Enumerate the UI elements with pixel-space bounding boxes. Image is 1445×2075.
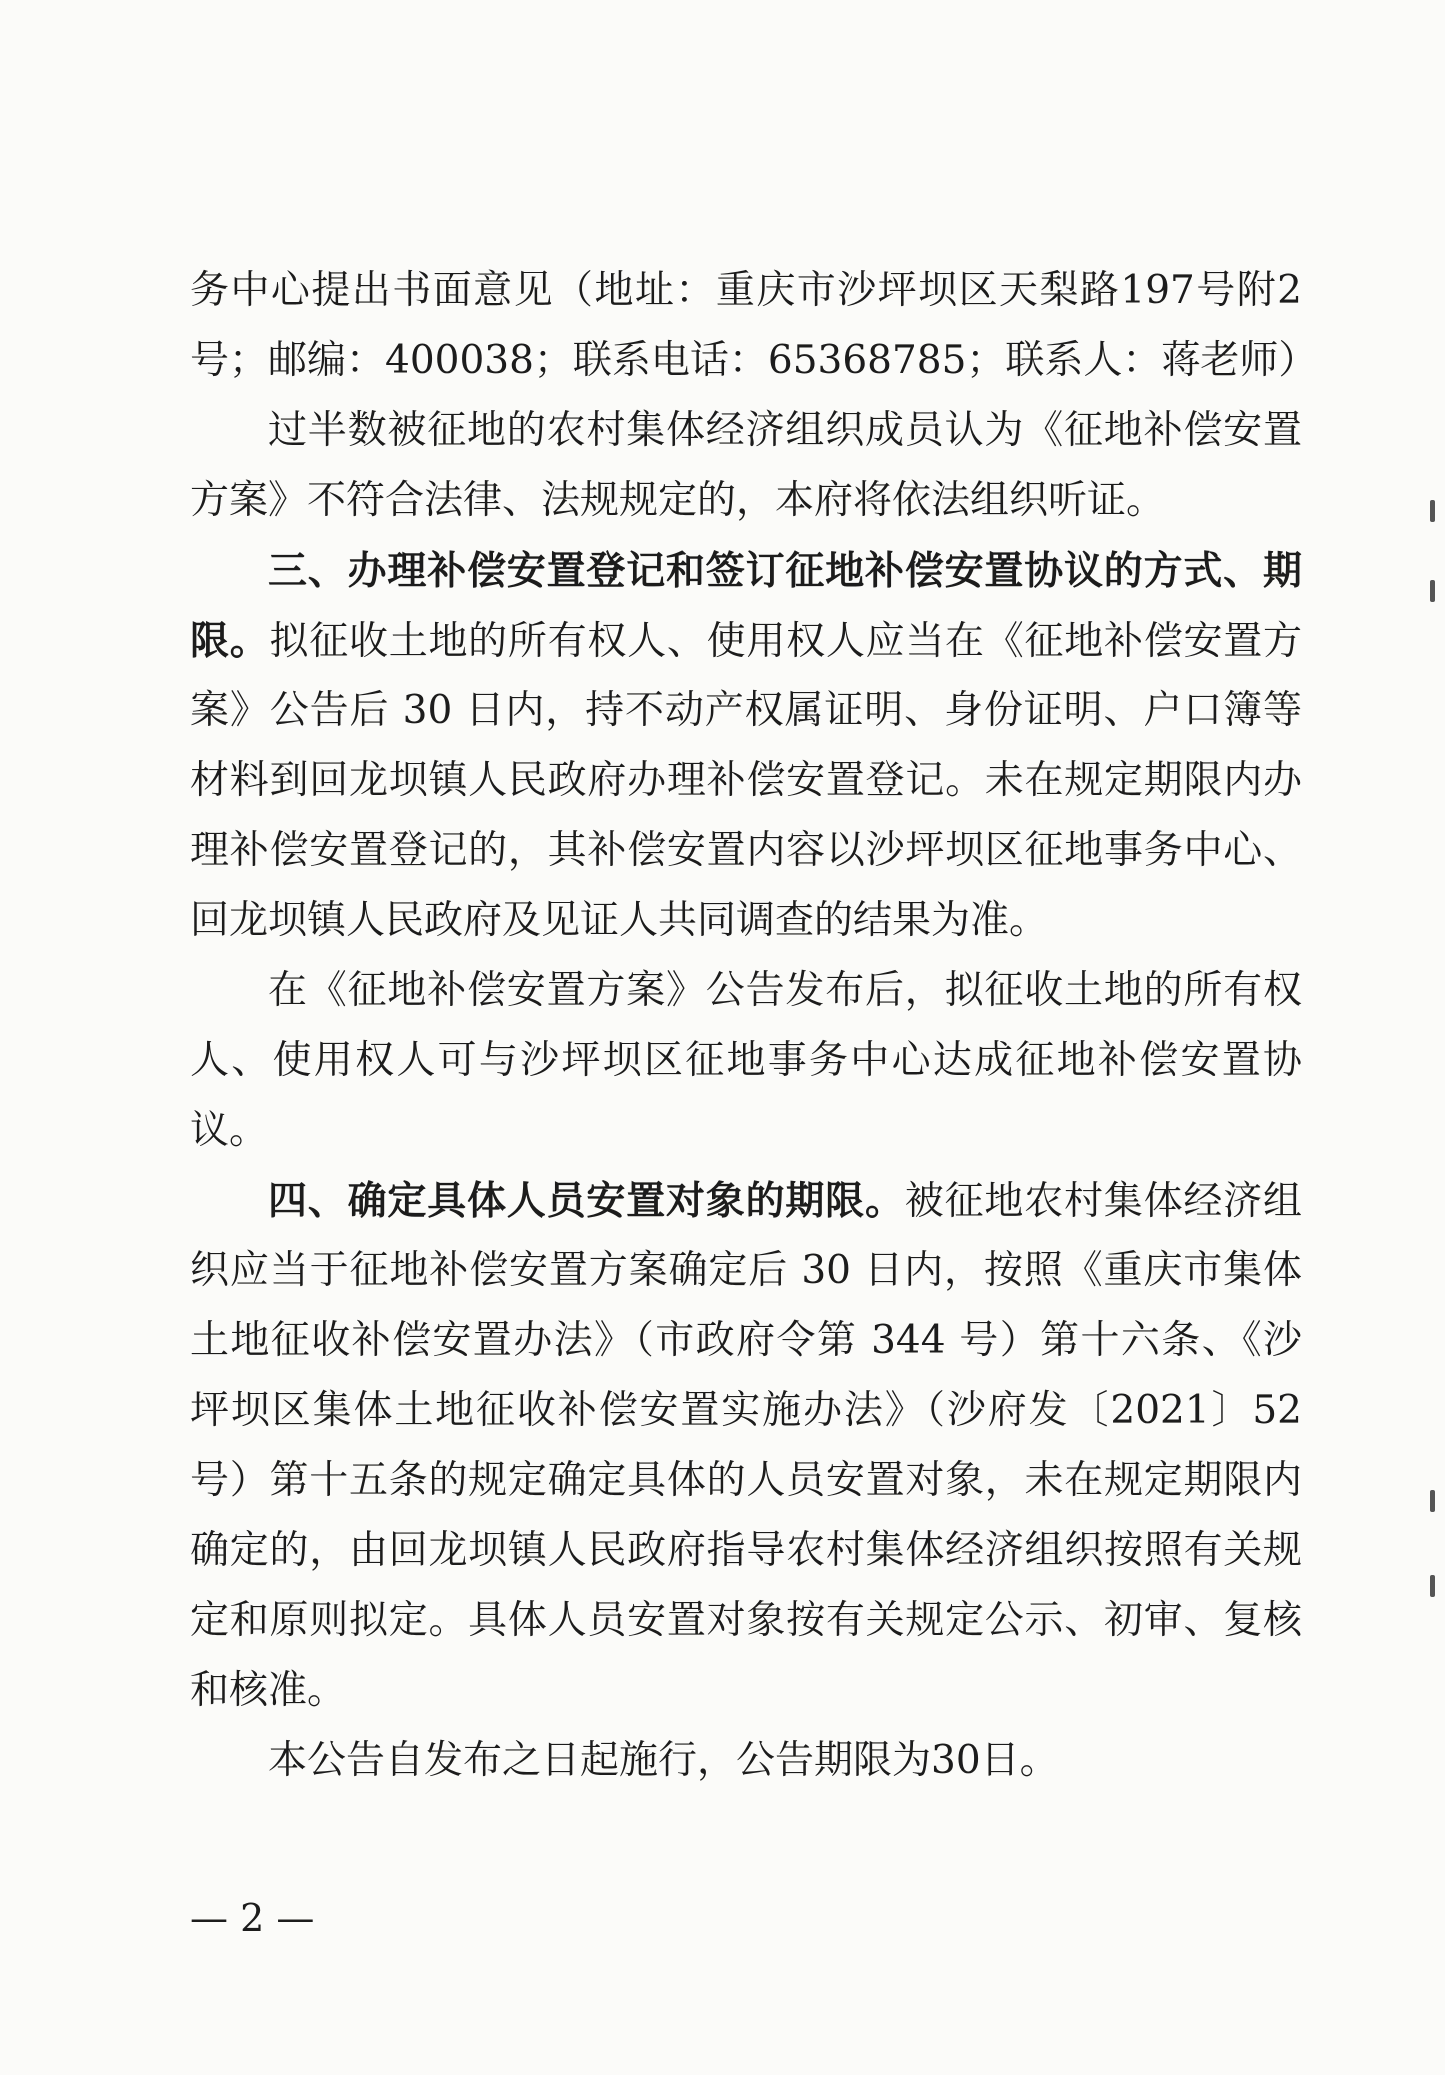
- body-line: 号；邮编：400038；联系电话：65368785；联系人：蒋老师）: [190, 338, 1318, 383]
- section-heading-4: 四、确定具体人员安置对象的期限。: [268, 1178, 905, 1224]
- body-line: 土地征收补偿安置办法》（市政府令第 344 号）第十六条、《沙: [190, 1318, 1302, 1363]
- body-line: 定和原则拟定。具体人员安置对象按有关规定公示、初审、复核: [190, 1598, 1302, 1643]
- body-line: 和核准。: [190, 1668, 347, 1713]
- body-line: 确定的，由回龙坝镇人民政府指导农村集体经济组织按照有关规: [190, 1528, 1302, 1573]
- body-line: 号）第十五条的规定确定具体的人员安置对象，未在规定期限内: [190, 1458, 1302, 1503]
- body-line: 方案》不符合法律、法规规定的，本府将依法组织听证。: [190, 478, 1166, 523]
- body-line: 务中心提出书面意见（地址：重庆市沙坪坝区天梨路197号附2: [190, 268, 1302, 313]
- body-line: [268, 1176, 1302, 1227]
- body-line: 人、使用权人可与沙坪坝区征地事务中心达成征地补偿安置协: [190, 1038, 1302, 1083]
- scan-mark: [1430, 1575, 1435, 1597]
- body-line: 织应当于征地补偿安置方案确定后 30 日内，按照《重庆市集体: [190, 1248, 1302, 1293]
- body-line: 案》公告后 30 日内，持不动产权属证明、身份证明、户口簿等: [190, 688, 1302, 733]
- body-line: 回龙坝镇人民政府及见证人共同调查的结果为准。: [190, 898, 1049, 943]
- section-heading-3-end: 限。: [190, 618, 270, 664]
- body-line: [190, 616, 1302, 667]
- body-line: 本公告自发布之日起施行，公告期限为30日。: [268, 1738, 1059, 1783]
- body-line: 材料到回龙坝镇人民政府办理补偿安置登记。未在规定期限内办: [190, 758, 1302, 803]
- body-line: 议。: [190, 1108, 269, 1153]
- section-heading-3: 三、办理补偿安置登记和签订征地补偿安置协议的方式、期: [268, 548, 1302, 594]
- body-line: 理补偿安置登记的，其补偿安置内容以沙坪坝区征地事务中心、: [190, 828, 1302, 873]
- body-line: 在《征地补偿安置方案》公告发布后，拟征收土地的所有权: [268, 968, 1302, 1013]
- scan-mark: [1430, 500, 1435, 522]
- body-line: 坪坝区集体土地征收补偿安置实施办法》（沙府发〔2021〕52: [190, 1388, 1302, 1433]
- body-text: 拟征收土地的所有权人、使用权人应当在《征地补偿安置方: [269, 619, 1302, 664]
- scan-mark: [1430, 580, 1435, 602]
- body-text: 被征地农村集体经济组: [904, 1179, 1302, 1224]
- scan-mark: [1430, 1490, 1435, 1512]
- page-number: — 2 —: [190, 1896, 315, 1940]
- body-line: 过半数被征地的农村集体经济组织成员认为《征地补偿安置: [268, 408, 1302, 453]
